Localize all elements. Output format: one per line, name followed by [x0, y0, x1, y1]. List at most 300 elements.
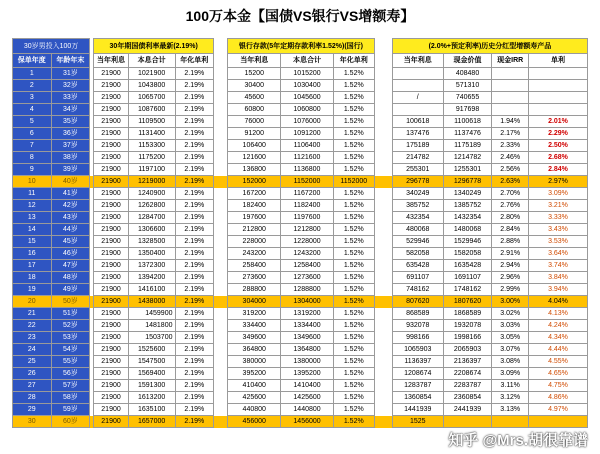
cell-irr: 2.46%: [492, 152, 529, 164]
cell-gr: 2.19%: [175, 260, 214, 272]
cell-y: 20: [13, 296, 52, 308]
cell-bt: 1288800: [281, 284, 334, 296]
cell-gi: 21900: [94, 176, 129, 188]
cell-gr: 2.19%: [175, 368, 214, 380]
cell-gr: 2.19%: [175, 80, 214, 92]
cell-bi: 136800: [228, 164, 281, 176]
cell-s: 3.33%: [528, 212, 587, 224]
cell-y: 8: [13, 152, 52, 164]
table-row: [13, 68, 588, 80]
cell-br: 1.52%: [333, 164, 374, 176]
cell-br: 1.52%: [333, 284, 374, 296]
cell-gt: 1087600: [128, 104, 175, 116]
cell-ic: 1635428: [443, 260, 492, 272]
cell-br: 1.52%: [333, 128, 374, 140]
cell-ii: 255301: [392, 164, 443, 176]
cell-gi: 21900: [94, 272, 129, 284]
cell-irr: 2.99%: [492, 284, 529, 296]
cell-gr: 2.19%: [175, 128, 214, 140]
cell-ic: 1998166: [443, 332, 492, 344]
cell-irr: [492, 68, 529, 80]
cell-gt: 1043800: [128, 80, 175, 92]
table-row: [13, 260, 588, 272]
table-row: [13, 140, 588, 152]
cell-y: 30: [13, 416, 52, 428]
cell-gi: 21900: [94, 296, 129, 308]
cell-gr: 2.19%: [175, 344, 214, 356]
cell-bi: 456000: [228, 416, 281, 428]
col-i-interest: 当年利息: [392, 54, 443, 68]
cell-a: 57岁: [51, 380, 90, 392]
cell-gr: 2.19%: [175, 272, 214, 284]
cell-gt: 1240900: [128, 188, 175, 200]
cell-bt: 1045600: [281, 92, 334, 104]
cell-irr: [492, 416, 529, 428]
cell-br: 1.52%: [333, 380, 374, 392]
cell-a: 47岁: [51, 260, 90, 272]
cell-a: 43岁: [51, 212, 90, 224]
cell-br: 1.52%: [333, 320, 374, 332]
cell-y: 29: [13, 404, 52, 416]
cell-irr: 2.76%: [492, 200, 529, 212]
cell-a: 41岁: [51, 188, 90, 200]
cell-gt: 1284700: [128, 212, 175, 224]
cell-ii: 1208674: [392, 368, 443, 380]
cell-gi: 21900: [94, 380, 129, 392]
cell-irr: 2.91%: [492, 248, 529, 260]
cell-ii: 340249: [392, 188, 443, 200]
cell-irr: [492, 104, 529, 116]
cell-gi: 21900: [94, 416, 129, 428]
cell-gi: 21900: [94, 164, 129, 176]
cell-ii: 998166: [392, 332, 443, 344]
cell-ii: /: [392, 92, 443, 104]
cell-ic: 2360854: [443, 392, 492, 404]
cell-br: 1152000: [333, 176, 374, 188]
cell-ii: [392, 104, 443, 116]
cell-gr: 2.19%: [175, 248, 214, 260]
cell-irr: 3.08%: [492, 356, 529, 368]
cell-ii: 137476: [392, 128, 443, 140]
insurance-group-label: (2.0%+预定利率)历史分红型增额寿产品: [392, 39, 587, 54]
cell-ic: 1529946: [443, 236, 492, 248]
cell-bt: 1334400: [281, 320, 334, 332]
cell-gr: 2.19%: [175, 68, 214, 80]
cell-ic: 2065903: [443, 344, 492, 356]
cell-br: 1.52%: [333, 116, 374, 128]
table-row: [13, 368, 588, 380]
cell-bt: 1228000: [281, 236, 334, 248]
cell-y: 27: [13, 380, 52, 392]
table-row: [13, 128, 588, 140]
cell-br: 1.52%: [333, 416, 374, 428]
cell-ii: [392, 80, 443, 92]
cell-gr: 2.19%: [175, 92, 214, 104]
cell-br: 1.52%: [333, 152, 374, 164]
cell-gt: 1328500: [128, 236, 175, 248]
cell-gi: 21900: [94, 104, 129, 116]
cell-gr: 2.19%: [175, 188, 214, 200]
cell-s: 3.84%: [528, 272, 587, 284]
cell-bi: 121600: [228, 152, 281, 164]
col-i-simple: 单利: [528, 54, 587, 68]
cell-s: 4.86%: [528, 392, 587, 404]
cell-bt: 1319200: [281, 308, 334, 320]
cell-ii: 635428: [392, 260, 443, 272]
cell-s: 3.74%: [528, 260, 587, 272]
cell-irr: 2.17%: [492, 128, 529, 140]
cell-gr: 2.19%: [175, 380, 214, 392]
cell-irr: 3.12%: [492, 392, 529, 404]
cell-s: [528, 104, 587, 116]
cell-bt: 1121600: [281, 152, 334, 164]
cell-gr: 2.19%: [175, 284, 214, 296]
cell-gi: 21900: [94, 188, 129, 200]
cell-bi: 395200: [228, 368, 281, 380]
cell-ic: 1582058: [443, 248, 492, 260]
cell-bi: 15200: [228, 68, 281, 80]
cell-gt: 1175200: [128, 152, 175, 164]
table-row: [13, 200, 588, 212]
bank-group-label: 银行存款(5年定期存款利率1.52%)(国行): [228, 39, 374, 54]
cell-a: 31岁: [51, 68, 90, 80]
cell-bi: 243200: [228, 248, 281, 260]
watermark: 知乎 @Mrs.胡很靠谱: [448, 432, 588, 449]
cell-br: 1.52%: [333, 104, 374, 116]
cell-bi: 273600: [228, 272, 281, 284]
cell-bt: 1243200: [281, 248, 334, 260]
cell-bi: 60800: [228, 104, 281, 116]
cell-irr: 2.63%: [492, 176, 529, 188]
cell-irr: 2.80%: [492, 212, 529, 224]
table-row: [13, 164, 588, 176]
cell-ic: 1432354: [443, 212, 492, 224]
cell-s: 4.75%: [528, 380, 587, 392]
cell-br: 1.52%: [333, 308, 374, 320]
page-title: 100万本金【国债VS银行VS增额寿】: [185, 8, 415, 24]
cell-gi: 21900: [94, 392, 129, 404]
table-row: [13, 212, 588, 224]
cell-br: 1.52%: [333, 368, 374, 380]
cell-ii: 432354: [392, 212, 443, 224]
cell-bt: 1410400: [281, 380, 334, 392]
cell-ic: 1807620: [443, 296, 492, 308]
cell-irr: 2.88%: [492, 236, 529, 248]
cell-br: 1.52%: [333, 200, 374, 212]
cell-s: 4.97%: [528, 404, 587, 416]
cell-bt: 1197600: [281, 212, 334, 224]
cell-s: 4.65%: [528, 368, 587, 380]
cell-a: 55岁: [51, 356, 90, 368]
cell-ic: 1748162: [443, 284, 492, 296]
table-row: [13, 80, 588, 92]
cell-bt: 1364800: [281, 344, 334, 356]
cell-y: 18: [13, 272, 52, 284]
cell-bi: 76000: [228, 116, 281, 128]
cell-y: 11: [13, 188, 52, 200]
cell-irr: 2.33%: [492, 140, 529, 152]
cell-irr: 3.13%: [492, 404, 529, 416]
cell-ii: 868589: [392, 308, 443, 320]
cell-a: 58岁: [51, 392, 90, 404]
cell-ic: 1255301: [443, 164, 492, 176]
cell-ii: 385752: [392, 200, 443, 212]
cell-gt: 1394200: [128, 272, 175, 284]
cell-gr: 2.19%: [175, 404, 214, 416]
cell-y: 5: [13, 116, 52, 128]
cell-br: 1.52%: [333, 224, 374, 236]
cell-s: 4.04%: [528, 296, 587, 308]
cell-gi: 21900: [94, 404, 129, 416]
cell-a: 45岁: [51, 236, 90, 248]
table-row: [13, 152, 588, 164]
cell-irr: 3.05%: [492, 332, 529, 344]
cell-bt: 1091200: [281, 128, 334, 140]
cell-a: 56岁: [51, 368, 90, 380]
cell-ii: 1441939: [392, 404, 443, 416]
cell-irr: 2.94%: [492, 260, 529, 272]
table-row: [13, 356, 588, 368]
cell-bt: 1273600: [281, 272, 334, 284]
cell-gi: 21900: [94, 68, 129, 80]
comparison-table: [12, 38, 588, 428]
cell-br: 1.52%: [333, 236, 374, 248]
cell-a: 40岁: [51, 176, 90, 188]
cell-br: 1.52%: [333, 344, 374, 356]
cell-bi: 304000: [228, 296, 281, 308]
table-row: [13, 416, 588, 428]
cell-ic: 1175189: [443, 140, 492, 152]
table-row: [13, 284, 588, 296]
cell-bi: 152000: [228, 176, 281, 188]
cell-s: 4.44%: [528, 344, 587, 356]
cell-ic: 1691107: [443, 272, 492, 284]
cell-ii: 748162: [392, 284, 443, 296]
cell-ic: 2283787: [443, 380, 492, 392]
cell-gi: 21900: [94, 248, 129, 260]
cell-a: 54岁: [51, 344, 90, 356]
cell-s: 3.43%: [528, 224, 587, 236]
cell-gt: 1372300: [128, 260, 175, 272]
cell-s: 4.24%: [528, 320, 587, 332]
cell-gt: 1021900: [128, 68, 175, 80]
cell-br: 1.52%: [333, 332, 374, 344]
cell-bt: 1136800: [281, 164, 334, 176]
cell-y: 6: [13, 128, 52, 140]
cell-ic: 1214782: [443, 152, 492, 164]
cell-y: 13: [13, 212, 52, 224]
cell-ic: 1932078: [443, 320, 492, 332]
cell-irr: 2.56%: [492, 164, 529, 176]
cell-gi: 21900: [94, 116, 129, 128]
cell-gr: 2.19%: [175, 416, 214, 428]
table-row: [13, 296, 588, 308]
cell-irr: 1.94%: [492, 116, 529, 128]
cell-a: 42岁: [51, 200, 90, 212]
cell-y: 4: [13, 104, 52, 116]
col-age: 年龄年末: [51, 54, 90, 68]
cell-ii: 691107: [392, 272, 443, 284]
cell-irr: [492, 80, 529, 92]
cell-ii: 529946: [392, 236, 443, 248]
cell-y: 26: [13, 368, 52, 380]
table-row: [13, 392, 588, 404]
col-g-interest: 当年利息: [94, 54, 129, 68]
cell-y: 14: [13, 224, 52, 236]
cell-y: 25: [13, 356, 52, 368]
cell-bt: 1425600: [281, 392, 334, 404]
table-row: [13, 308, 588, 320]
cell-s: [528, 80, 587, 92]
cell-s: 2.68%: [528, 152, 587, 164]
table-row: [13, 92, 588, 104]
cell-gr: 2.19%: [175, 356, 214, 368]
cell-br: 1.52%: [333, 92, 374, 104]
cell-ic: 2136397: [443, 356, 492, 368]
cell-bi: 380000: [228, 356, 281, 368]
cell-ii: 480068: [392, 224, 443, 236]
cell-gr: 2.19%: [175, 332, 214, 344]
cell-irr: 2.84%: [492, 224, 529, 236]
table-row: [13, 380, 588, 392]
cell-gt: 1350400: [128, 248, 175, 260]
cell-bi: 364800: [228, 344, 281, 356]
cell-y: 15: [13, 236, 52, 248]
cell-br: 1.52%: [333, 248, 374, 260]
cell-bt: 1030400: [281, 80, 334, 92]
cell-s: 2.84%: [528, 164, 587, 176]
cell-irr: 3.02%: [492, 308, 529, 320]
cell-ic: 2441939: [443, 404, 492, 416]
cell-gi: 21900: [94, 200, 129, 212]
cell-gi: 21900: [94, 128, 129, 140]
cell-a: 44岁: [51, 224, 90, 236]
col-b-total: 本息合计: [281, 54, 334, 68]
cell-y: 28: [13, 392, 52, 404]
cell-y: 23: [13, 332, 52, 344]
cell-irr: 2.96%: [492, 272, 529, 284]
cell-gi: 21900: [94, 152, 129, 164]
cell-bi: 349600: [228, 332, 281, 344]
col-year: 保单年度: [13, 54, 52, 68]
cell-bt: 1349600: [281, 332, 334, 344]
cell-bt: 1456000: [281, 416, 334, 428]
cell-bi: 334400: [228, 320, 281, 332]
cell-br: 1.52%: [333, 68, 374, 80]
cell-bi: 288800: [228, 284, 281, 296]
cell-gi: 21900: [94, 260, 129, 272]
table-row: [13, 332, 588, 344]
cell-s: 2.97%: [528, 176, 587, 188]
cell-br: 1.52%: [333, 356, 374, 368]
cell-gi: 21900: [94, 344, 129, 356]
cell-ic: 1296778: [443, 176, 492, 188]
cell-a: 32岁: [51, 80, 90, 92]
cell-a: 33岁: [51, 92, 90, 104]
cell-bt: 1152000: [281, 176, 334, 188]
cell-s: 3.09%: [528, 188, 587, 200]
cell-bi: 197600: [228, 212, 281, 224]
cell-ii: 214782: [392, 152, 443, 164]
cell-ic: 1480068: [443, 224, 492, 236]
cell-gt: 1306600: [128, 224, 175, 236]
cell-bt: 1182400: [281, 200, 334, 212]
cell-bt: 1380000: [281, 356, 334, 368]
cell-gr: 2.19%: [175, 296, 214, 308]
cell-gi: 21900: [94, 236, 129, 248]
cell-bi: 45600: [228, 92, 281, 104]
cell-gi: 21900: [94, 80, 129, 92]
cell-s: 4.13%: [528, 308, 587, 320]
cell-y: 2: [13, 80, 52, 92]
cell-ii: 1283787: [392, 380, 443, 392]
cell-s: 3.53%: [528, 236, 587, 248]
cell-gt: 1262800: [128, 200, 175, 212]
cell-irr: 3.03%: [492, 320, 529, 332]
cell-bi: 410400: [228, 380, 281, 392]
cell-ic: 2208674: [443, 368, 492, 380]
cell-ic: 1137476: [443, 128, 492, 140]
cell-br: 1.52%: [333, 392, 374, 404]
cell-bt: 1106400: [281, 140, 334, 152]
cell-a: 48岁: [51, 272, 90, 284]
col-b-interest: 当年利息: [228, 54, 281, 68]
cell-bi: 30400: [228, 80, 281, 92]
cell-ic: 740655: [443, 92, 492, 104]
cell-gt: 1657000: [128, 416, 175, 428]
cell-gt: 1416100: [128, 284, 175, 296]
cell-y: 12: [13, 200, 52, 212]
column-header-row: [13, 54, 588, 68]
cell-gt: 1525600: [128, 344, 175, 356]
cell-bi: 319200: [228, 308, 281, 320]
table-row: [13, 320, 588, 332]
cell-a: 46岁: [51, 248, 90, 260]
table-row: [13, 176, 588, 188]
cell-gt: 1635100: [128, 404, 175, 416]
cell-gr: 2.19%: [175, 236, 214, 248]
cell-bt: 1015200: [281, 68, 334, 80]
cell-ii: 1136397: [392, 356, 443, 368]
cell-ii: 1525: [392, 416, 443, 428]
cell-gr: 2.19%: [175, 104, 214, 116]
cell-gr: 2.19%: [175, 224, 214, 236]
cell-gi: 21900: [94, 368, 129, 380]
cell-s: 2.29%: [528, 128, 587, 140]
cell-bt: 1212800: [281, 224, 334, 236]
cell-irr: 2.70%: [492, 188, 529, 200]
cell-ii: 1065903: [392, 344, 443, 356]
cell-br: 1.52%: [333, 404, 374, 416]
cell-br: 1.52%: [333, 260, 374, 272]
cell-gi: 21900: [94, 356, 129, 368]
cell-bt: 1395200: [281, 368, 334, 380]
cell-gr: 2.19%: [175, 116, 214, 128]
cell-ic: [443, 416, 492, 428]
cell-irr: 3.09%: [492, 368, 529, 380]
cell-gt: 1197100: [128, 164, 175, 176]
cell-br: 1.52%: [333, 296, 374, 308]
cell-gr: 2.19%: [175, 308, 214, 320]
cell-s: 2.50%: [528, 140, 587, 152]
cell-irr: 3.07%: [492, 344, 529, 356]
cell-a: 52岁: [51, 320, 90, 332]
cell-s: 4.34%: [528, 332, 587, 344]
cell-bt: 1304000: [281, 296, 334, 308]
col-b-rate: 年化单利: [333, 54, 374, 68]
cell-ii: 1360854: [392, 392, 443, 404]
cell-br: 1.52%: [333, 188, 374, 200]
